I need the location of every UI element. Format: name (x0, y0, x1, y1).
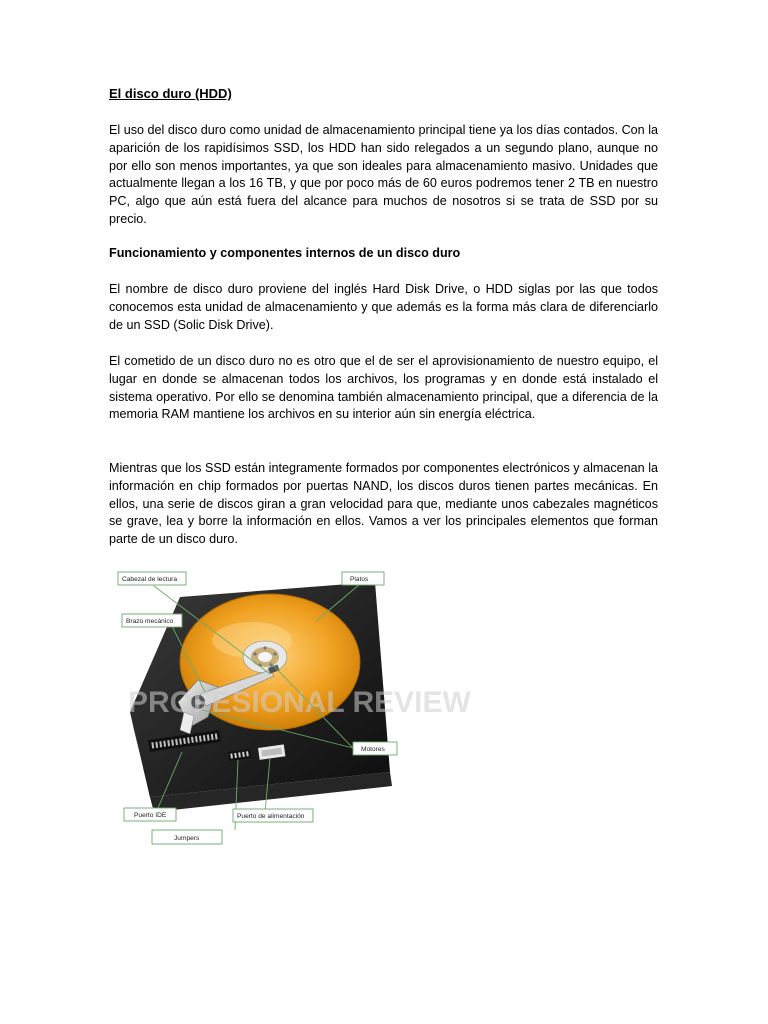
hdd-diagram (110, 562, 471, 852)
label-ide (124, 808, 176, 821)
paragraph-3: El cometido de un disco duro no es otro que el de ser el aprovisionamiento de nuestro equipo, el lugar en donde se almacenan todos los archivos, los programas y en donde está instalado el sistema operativo. Por ello se denomina también almacenamiento principal, que a diferencia de la memoria RAM mantiene los archivos en su interior aún sin energía eléctrica. (109, 354, 658, 422)
paragraph-2: El nombre de disco duro proviene del inglés Hard Disk Drive, o HDD siglas por las que todos conocemos esta unidad de almacenamiento y que además es la forma más clara de diferenciarlo de un SSD (Solic Disk Drive). (109, 282, 658, 332)
label-platos (342, 572, 384, 585)
paragraph-1: El uso del disco duro como unidad de almacenamiento principal tiene ya los días contados. Con la aparición de los rapidísimos SSD, los HDD han sido relegados a un segundo plano, aunque no por ello son menos importantes, ya que son ideales para almacenamiento masivo. Unidades que actualmente llegan a los 16 TB, y que por poco más de 60 euros podremos tener 2 TB en nuestro PC, algo que aún está fuera del alcance para muchos de nosotros si se trata de SSD por su precio. (109, 123, 658, 226)
page-title: El disco duro (HDD) (109, 86, 232, 101)
svg-text:Platos: Platos (350, 576, 369, 583)
label-jumpers (152, 830, 222, 844)
svg-text:Jumpers: Jumpers (174, 835, 200, 842)
svg-text:Brazo mecánico: Brazo mecánico (126, 618, 174, 625)
label-brazo (122, 614, 182, 627)
paragraph-4: Mientras que los SSD están integramente formados por componentes electrónicos y almacenan la información en chip formados por puertas NAND, los discos duros tienen partes mecánicas. En ellos, una serie de discos giran a gran velocidad para que, mediante unos cabezales magnéticos se grave, lea y borre la información en ellos. Vamos a ver los principales elementos que forman parte de un disco duro. (109, 461, 658, 547)
label-cabezal (118, 572, 186, 585)
label-alimentacion (233, 809, 313, 822)
label-motores (353, 742, 397, 755)
svg-text:Cabezal de lectura: Cabezal de lectura (122, 576, 177, 583)
watermark: PROFESIONAL REVIEW (128, 686, 471, 719)
svg-text:Puerto de alimentación: Puerto de alimentación (237, 813, 305, 820)
svg-text:Puerto IDE: Puerto IDE (134, 812, 167, 819)
spindle-motor (243, 641, 287, 673)
section-heading: Funcionamiento y componentes internos de un disco duro (109, 246, 461, 260)
svg-text:Motores: Motores (361, 746, 385, 753)
